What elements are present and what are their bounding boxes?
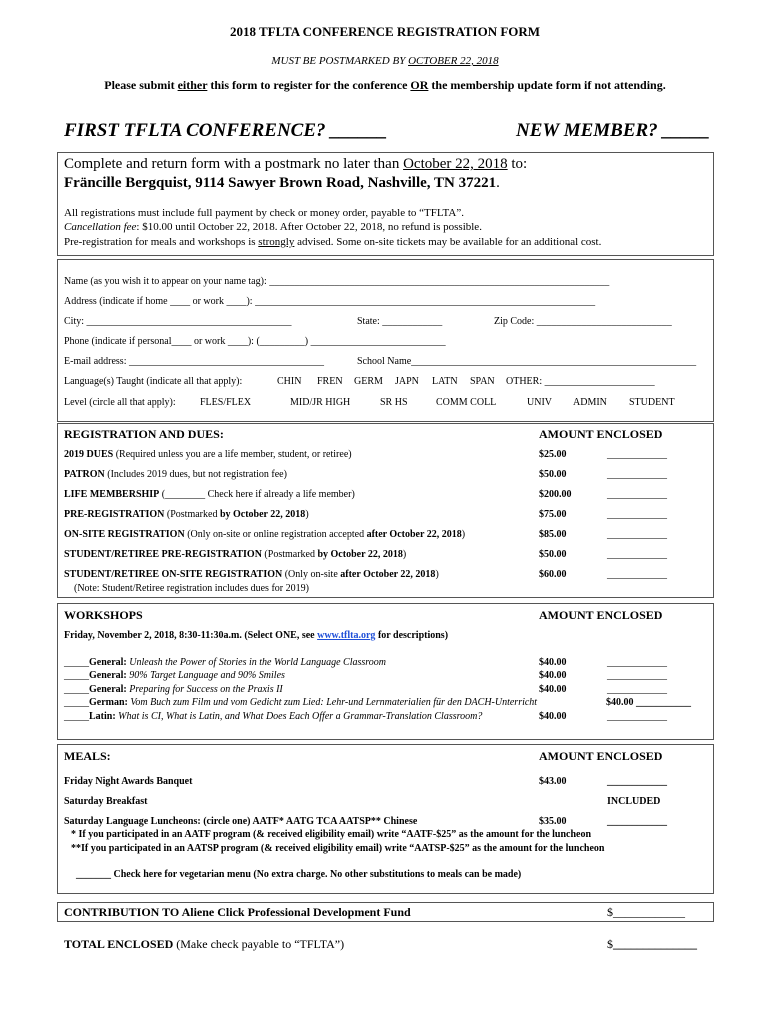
registration-row-label: ON-SITE REGISTRATION — [64, 529, 185, 540]
luncheon-amount-field[interactable]: ____________ — [607, 816, 667, 827]
luncheon-price: $35.00 — [539, 816, 567, 827]
registration-row — [64, 489, 355, 500]
registration-row — [64, 569, 439, 580]
cancellation-note — [64, 221, 482, 233]
address-field[interactable]: Address (indicate if home ____ or work ____): ____________________________________________________________________ — [64, 296, 596, 307]
prereg-post: advised. Some on-site tickets may be available for an additional cost. — [294, 236, 602, 248]
workshop-select-blank[interactable]: _____ — [64, 657, 89, 668]
workshop-row[interactable] — [64, 657, 386, 668]
language-option-chin[interactable]: CHIN — [277, 376, 302, 387]
meals-heading: MEALS: — [64, 749, 111, 763]
submit-post: the membership update form if not attending. — [428, 78, 666, 92]
registration-row-price: $200.00 — [539, 489, 572, 500]
postmark-deadline — [0, 55, 770, 67]
mailing-address-end: . — [496, 175, 500, 191]
registration-row-price: $75.00 — [539, 509, 567, 520]
workshop-price: $40.00 — [539, 670, 567, 681]
total-label: TOTAL ENCLOSED — [64, 937, 174, 951]
meals-amount-heading: AMOUNT ENCLOSED — [539, 749, 663, 763]
language-option-japn[interactable]: JAPN — [395, 376, 419, 387]
aatf-note: * If you participated in an AATF program (& received eligibility email) write “AATF-$25” as the amount for the luncheon — [71, 829, 592, 840]
registration-row-amount-field[interactable]: ____________ — [607, 449, 667, 460]
workshop-select-blank[interactable]: _____ — [64, 697, 89, 708]
registration-row-desc-end: ) — [305, 509, 309, 520]
registration-row-desc: (Postmarked — [164, 509, 220, 520]
level-label: Level (circle all that apply): — [64, 397, 176, 408]
registration-row — [64, 549, 406, 560]
registration-row-desc: (________ Check here if already a life member) — [159, 489, 355, 500]
submit-either: either — [177, 78, 208, 92]
registration-row — [64, 449, 352, 460]
registration-row-label: 2019 DUES — [64, 449, 114, 460]
total-amount-field[interactable] — [607, 937, 697, 952]
tflta-website-link[interactable]: www.tflta.org — [317, 630, 376, 641]
registration-row-amount-field[interactable]: ____________ — [607, 469, 667, 480]
registration-row-desc: (Postmarked — [261, 549, 318, 560]
registration-row-date: by October 22, 2018 — [317, 549, 403, 560]
language-option-span[interactable]: SPAN — [470, 376, 495, 387]
workshop-title: Unleash the Power of Stories in the World Language Classroom — [126, 657, 387, 668]
level-option-univ[interactable]: UNIV — [527, 397, 552, 408]
level-option-midjr[interactable]: MID/JR HIGH — [290, 397, 351, 408]
saturday-breakfast-included: INCLUDED — [607, 796, 661, 807]
submit-instructions — [0, 78, 770, 93]
registration-row-date: after October 22, 2018 — [366, 529, 462, 540]
language-option-germ[interactable]: GERM — [354, 376, 383, 387]
zip-field[interactable]: Zip Code: ___________________________ — [494, 316, 672, 327]
registration-row-price: $25.00 — [539, 449, 567, 460]
submit-or: OR — [410, 78, 429, 92]
registration-amount-heading: AMOUNT ENCLOSED — [539, 427, 663, 441]
workshop-price: $40.00 ___________ — [606, 697, 691, 708]
mailing-address-text: Fräncille Bergquist, 9114 Sawyer Brown Road, Nashville, TN 37221 — [64, 175, 497, 191]
registration-row-amount-field[interactable]: ____________ — [607, 529, 667, 540]
prereg-strongly: strongly — [258, 236, 295, 248]
registration-row-date: after October 22, 2018 — [340, 569, 436, 580]
friday-banquet-label: Friday Night Awards Banquet — [64, 776, 193, 787]
registration-row-desc: (Only on-site or online registration accepted — [184, 529, 367, 540]
registration-row-label: PATRON — [64, 469, 105, 480]
workshop-price: $40.00 — [539, 684, 567, 695]
registration-row-label: STUDENT/RETIREE ON-SITE REGISTRATION — [64, 569, 283, 580]
payment-note: All registrations must include full payment by check or money order, payable to “TFLTA”. — [64, 207, 464, 219]
workshop-title: 90% Target Language and 90% Smiles — [126, 670, 285, 681]
workshop-row[interactable] — [64, 711, 482, 722]
total-enclosed — [64, 937, 344, 952]
student-retiree-note: (Note: Student/Retiree registration includes dues for 2019) — [74, 583, 309, 594]
level-option-commcoll[interactable]: COMM COLL — [436, 397, 497, 408]
workshop-price: $40.00 — [539, 711, 567, 722]
workshop-title: Preparing for Success on the Praxis II — [126, 684, 283, 695]
phone-field[interactable]: Phone (indicate if personal____ or work ____): (_________) ___________________________ — [64, 336, 446, 347]
intro-line1-pre: Complete and return form with a postmark no later than — [64, 156, 404, 172]
languages-label: Language(s) Taught (indicate all that apply): — [64, 376, 243, 387]
workshop-date-post: for descriptions) — [375, 630, 449, 641]
intro-line1-date: October 22, 2018 — [403, 156, 508, 172]
workshops-heading: WORKSHOPS — [64, 608, 143, 622]
registration-row-price: $50.00 — [539, 549, 567, 560]
workshop-language: General: — [89, 670, 127, 681]
workshops-amount-heading: AMOUNT ENCLOSED — [539, 608, 663, 622]
registration-row-label: LIFE MEMBERSHIP — [64, 489, 160, 500]
registration-row-date: by October 22, 2018 — [219, 509, 306, 520]
luncheon-selection[interactable]: Saturday Language Luncheons: (circle one) AATF* AATG TCA AATSP** Chinese — [64, 816, 418, 827]
level-option-student[interactable]: STUDENT — [629, 397, 675, 408]
total-dollar: $ — [607, 937, 613, 951]
postmark-date: OCTOBER 22, 2018 — [408, 55, 499, 67]
intro-line1 — [64, 156, 527, 173]
prereg-pre: Pre-registration for meals and workshops is — [64, 236, 259, 248]
registration-heading: REGISTRATION AND DUES: — [64, 427, 224, 441]
saturday-breakfast-label: Saturday Breakfast — [64, 796, 148, 807]
school-field[interactable]: School Name_________________________________________________________ — [357, 356, 697, 367]
workshop-language: Latin: — [89, 711, 116, 722]
name-field[interactable]: Name (as you wish it to appear on your name tag): ____________________________________________________________________ — [64, 276, 610, 287]
level-option-fles[interactable]: FLES/FLEX — [200, 397, 252, 408]
city-field[interactable]: City: _________________________________________ — [64, 316, 292, 327]
workshop-language: German: — [89, 697, 128, 708]
registration-row-amount-field[interactable]: ____________ — [607, 489, 667, 500]
registration-row-price: $60.00 — [539, 569, 567, 580]
language-option-other[interactable]: OTHER: ______________________ — [506, 376, 655, 387]
workshop-language: General: — [89, 657, 127, 668]
postmark-prefix: MUST BE POSTMARKED BY — [271, 55, 409, 67]
workshop-row[interactable] — [64, 697, 537, 708]
language-option-latn[interactable]: LATN — [432, 376, 458, 387]
workshop-title: What is CI, What is Latin, and What Does Each Offer a Grammar-Translation Classroom? — [115, 711, 483, 722]
level-option-srhs[interactable]: SR HS — [380, 397, 408, 408]
registration-row-price: $50.00 — [539, 469, 567, 480]
workshop-date-line — [64, 630, 448, 641]
workshop-select-blank[interactable]: _____ — [64, 711, 89, 722]
new-member-question[interactable]: NEW MEMBER? _____ — [516, 120, 710, 141]
workshop-amount-field[interactable]: ____________ — [607, 684, 667, 695]
registration-row-amount-field[interactable]: ____________ — [607, 509, 667, 520]
language-option-fren[interactable]: FREN — [317, 376, 343, 387]
registration-row-desc: (Includes 2019 dues, but not registration fee) — [104, 469, 287, 480]
workshop-language: General: — [89, 684, 127, 695]
registration-row-amount-field[interactable]: ____________ — [607, 569, 667, 580]
cancellation-text: : $10.00 until October 22, 2018. After October 22, 2018, no refund is possible. — [136, 221, 482, 233]
form-title: 2018 TFLTA CONFERENCE REGISTRATION FORM — [229, 24, 541, 39]
vegetarian-option[interactable]: _______ Check here for vegetarian menu (No extra charge. No other substitutions to meals can be made) — [76, 869, 522, 880]
cancellation-label: Cancellation fee — [64, 221, 137, 233]
workshop-price: $40.00 — [539, 657, 567, 668]
state-field[interactable]: State: ____________ — [357, 316, 443, 327]
level-option-admin[interactable]: ADMIN — [573, 397, 607, 408]
registration-row-price: $85.00 — [539, 529, 567, 540]
workshop-title: Vom Buch zum Film und vom Gedicht zum Lied: Lehr-und Lernmaterialien für den DACH-Unterricht — [127, 697, 538, 708]
registration-row-amount-field[interactable]: ____________ — [607, 549, 667, 560]
workshop-row[interactable] — [64, 670, 285, 681]
registration-row-desc: (Required unless you are a life member, student, or retiree) — [113, 449, 352, 460]
friday-banquet-price: $43.00 — [539, 776, 567, 787]
registration-row — [64, 509, 309, 520]
submit-pre: Please submit — [104, 78, 178, 92]
workshop-amount-field[interactable]: ____________ — [607, 670, 667, 681]
email-field[interactable]: E-mail address: _______________________________________ — [64, 356, 324, 367]
registration-row-desc-end: ) — [435, 569, 439, 580]
total-desc: (Make check payable to “TFLTA”) — [173, 937, 345, 951]
contribution-amount-field[interactable]: $____________ — [607, 905, 685, 919]
registration-row-label: STUDENT/RETIREE PRE-REGISTRATION — [64, 549, 262, 560]
registration-row — [64, 469, 287, 480]
registration-row-label: PRE-REGISTRATION — [64, 509, 165, 520]
submit-mid: this form to register for the conference — [207, 78, 411, 92]
workshop-select-blank[interactable]: _____ — [64, 684, 89, 695]
contribution-label: CONTRIBUTION TO Aliene Click Professional Development Fund — [64, 905, 411, 919]
registration-row-desc-end: ) — [402, 549, 407, 560]
workshop-amount-field[interactable]: ____________ — [607, 657, 667, 668]
friday-banquet-amount-field[interactable]: ____________ — [607, 776, 667, 787]
registration-row-desc: (Only on-site — [282, 569, 341, 580]
workshop-amount-field[interactable]: ____________ — [607, 711, 667, 722]
aatsp-note: **If you participated in an AATSP program (& received eligibility email) write “AATSP-$25” as the amount for the luncheon — [71, 843, 605, 854]
intro-line1-post: to: — [507, 156, 528, 172]
workshop-date-pre: Friday, November 2, 2018, 8:30-11:30a.m. (Select ONE, see — [64, 630, 318, 641]
preregistration-note — [64, 236, 601, 248]
workshop-select-blank[interactable]: _____ — [64, 670, 89, 681]
first-conference-question[interactable]: FIRST TFLTA CONFERENCE? ______ — [64, 120, 388, 141]
workshop-row[interactable] — [64, 684, 283, 695]
registration-row — [64, 529, 465, 540]
total-blank: ______________ — [613, 937, 697, 951]
registration-row-desc-end: ) — [461, 529, 466, 540]
mailing-address — [64, 175, 500, 192]
